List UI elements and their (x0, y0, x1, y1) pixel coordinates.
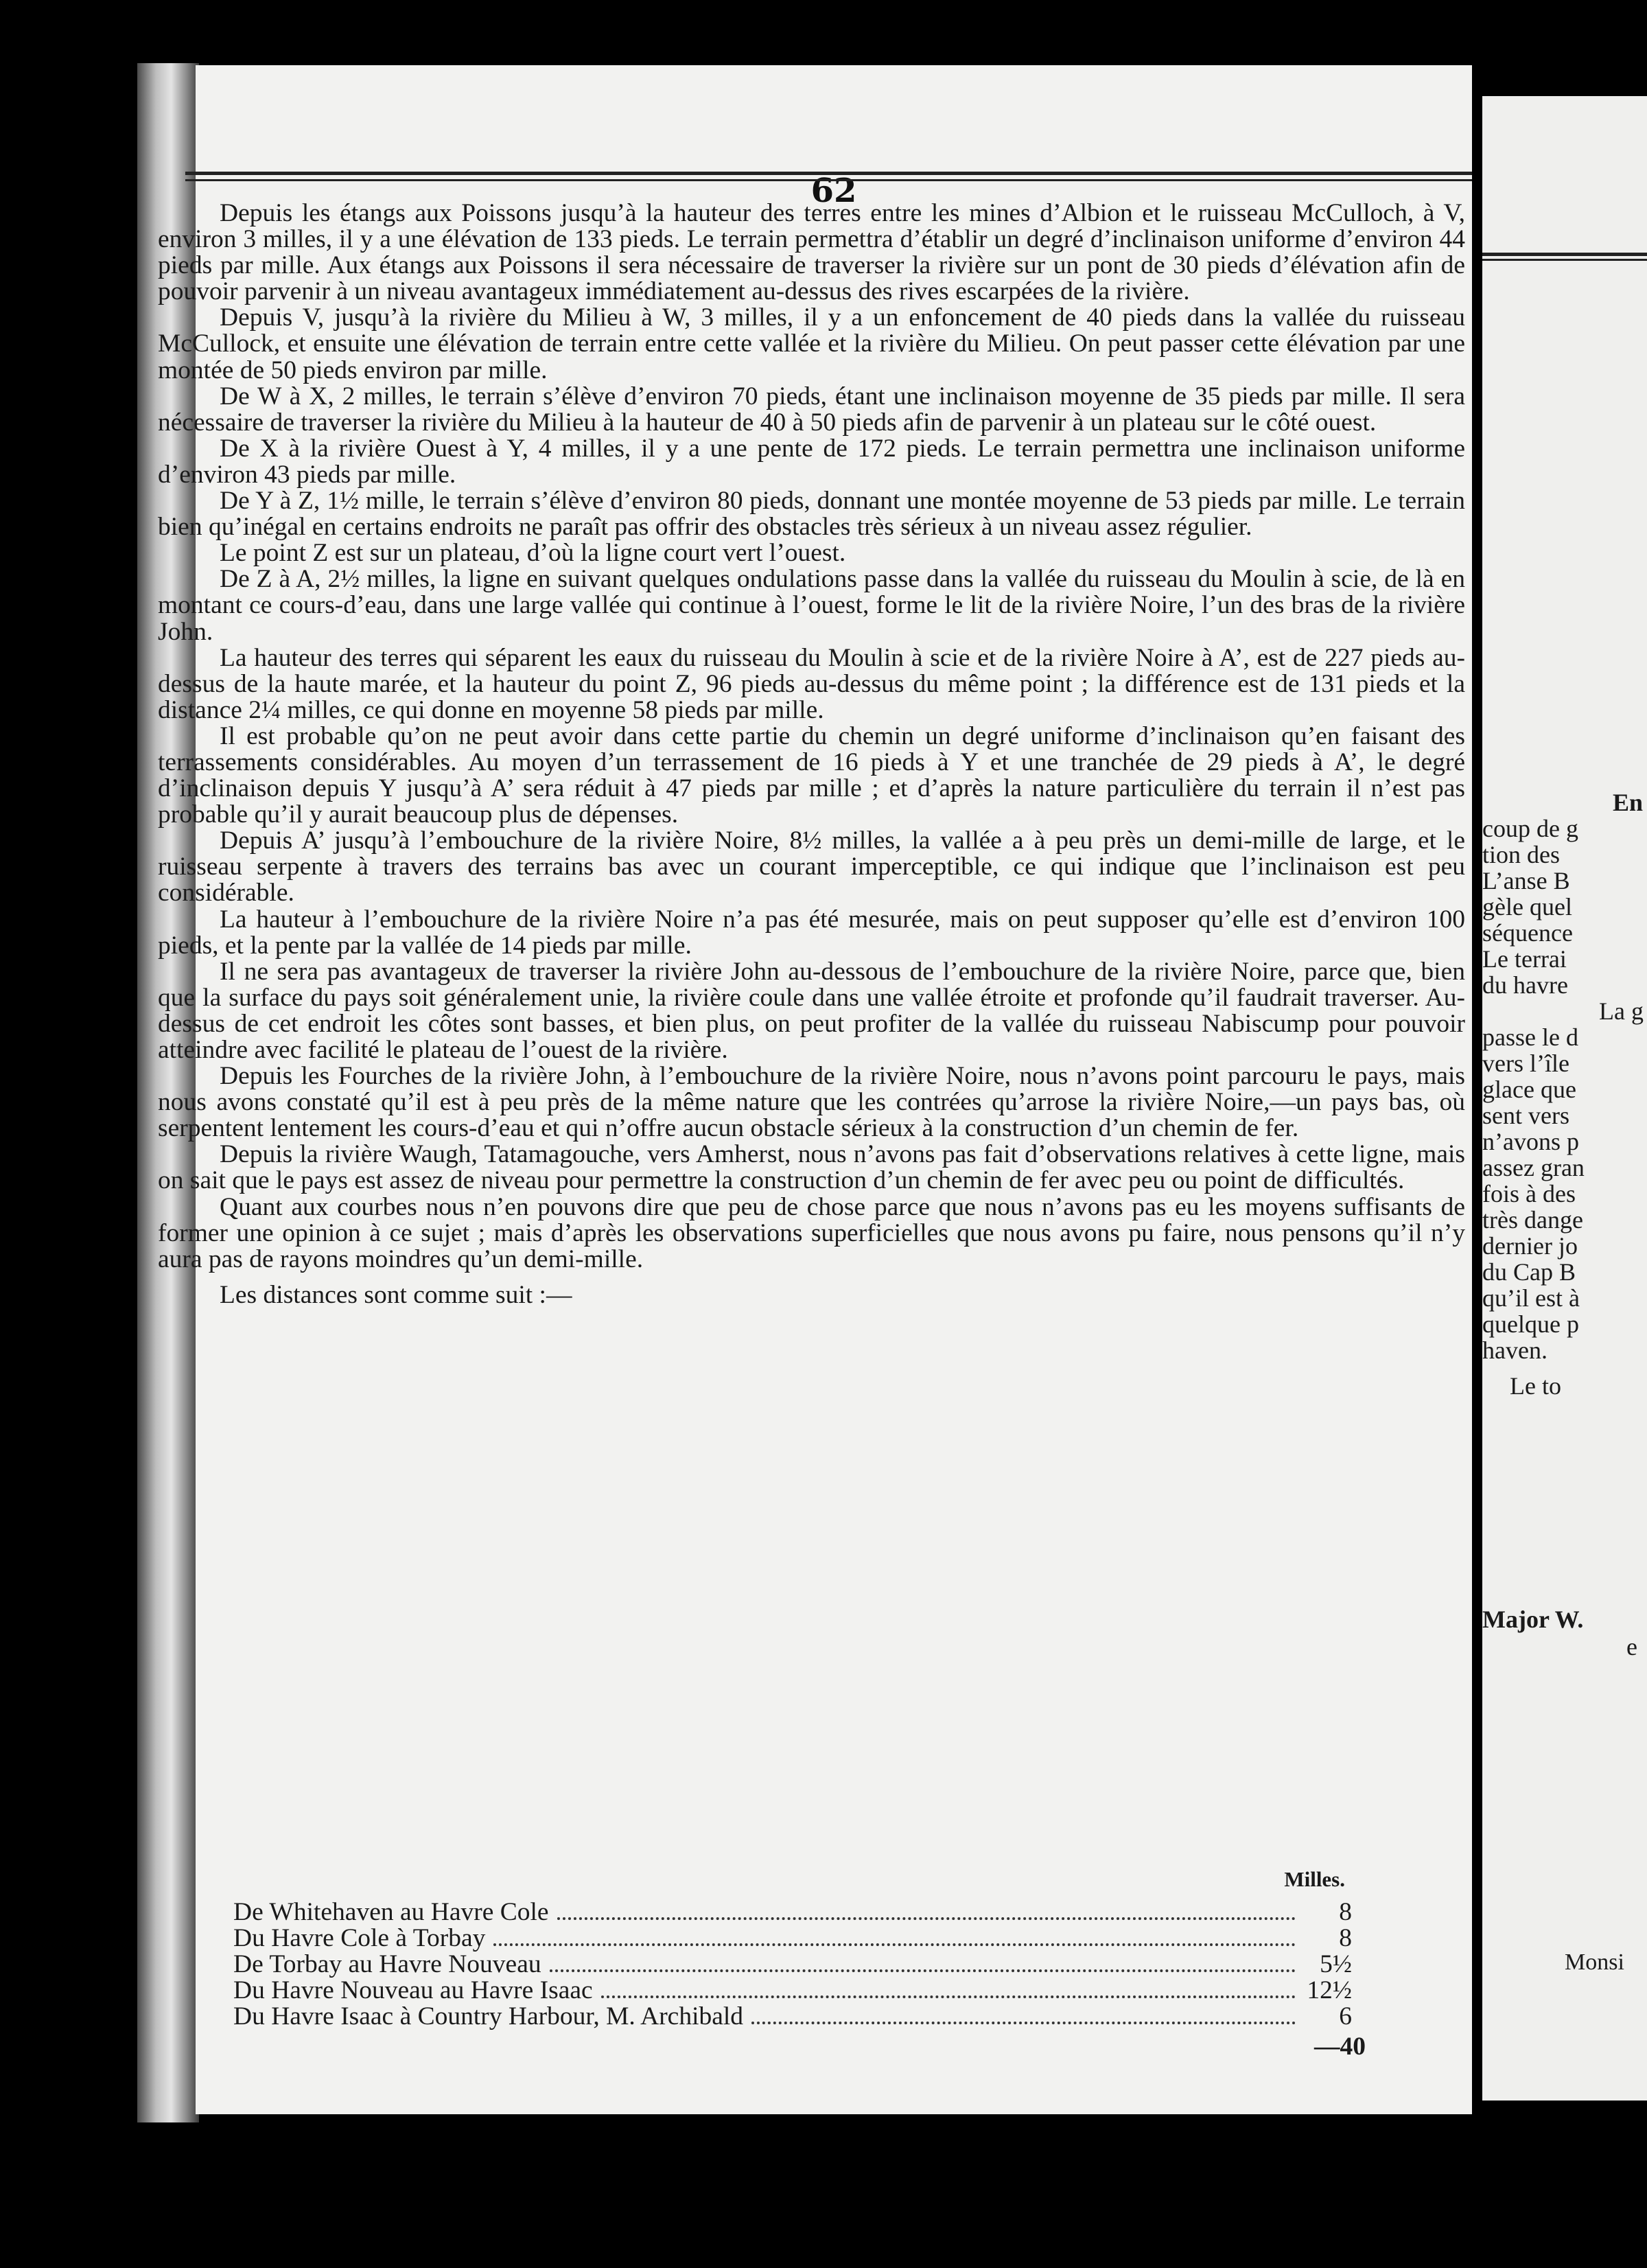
paragraph: De Z à A, 2½ milles, la ligne en suivant quelques ondulations passe dans la vallée du ruisseau du Moulin à scie, de là en montant ce cours-d’eau, dans une large vallée qui continue à l’ouest, forme le lit de la rivière Noire, l’un des bras de la rivière John. (158, 565, 1465, 646)
distance-value: 12½ (1307, 1976, 1352, 2004)
facing-page-text: gèle quel (1482, 893, 1572, 921)
facing-page-text: La g (1599, 997, 1644, 1025)
facing-page-text: En (1613, 789, 1644, 816)
distance-value: 8 (1339, 1924, 1352, 1952)
paragraph: De Y à Z, 1½ mille, le terrain s’élève d’environ 80 pieds, donnant une montée moyenne de 53 pieds par mille. Le terrain bien qu’inégal en certains endroits ne paraît pas offrir des obstacles très sérieux à un niveau assez régulier. (158, 487, 1465, 542)
facing-page-text: séquence (1482, 919, 1573, 947)
facing-page-text: Le to (1510, 1372, 1561, 1400)
facing-page-text: e (1626, 1633, 1637, 1660)
facing-page-text: Major W. (1482, 1606, 1584, 1633)
facing-page-text: du Cap B (1482, 1258, 1576, 1286)
distance-row (233, 2002, 1366, 2028)
dot-leader (601, 1995, 1296, 1998)
dot-leader (493, 1943, 1296, 1946)
facing-page-text: assez gran (1482, 1154, 1585, 1181)
distance-row (233, 1976, 1366, 2002)
paragraph: La hauteur des terres qui séparent les eaux du ruisseau du Moulin à scie et de la rivière Noire à A’, est de 227 pieds au-dessus de la haute marée, et la hauteur du point Z, 96 pieds au-dessus du même point ; la différence est de 131 pieds et la distance 2¼ milles, ce qui donne en moyenne 58 pieds par mille. (158, 643, 1465, 724)
dot-leader (557, 1917, 1296, 1920)
distance-label: De Whitehaven au Havre Cole (233, 1898, 549, 1926)
distance-label: Du Havre Nouveau au Havre Isaac (233, 1976, 593, 2004)
facing-page-rule (1482, 253, 1647, 261)
paragraph: Il est probable qu’on ne peut avoir dans cette partie du chemin un degré uniforme d’inclinaison qu’en faisant des terrassements considérables. Au moyen d’un terrassement de 16 pieds à Y et une tranchée de 29 pieds à A’, le degré d’inclinaison depuis Y jusqu’à A’ sera réduit à 47 pieds par mille ; et d’après la nature particulière du terrain il n’est pas probable qu’il y aurait beaucoup plus de dépenses. (158, 721, 1465, 829)
distance-label: Du Havre Cole à Torbay (233, 1924, 486, 1952)
distance-value: 8 (1339, 1898, 1352, 1926)
total-value: 40 (1340, 2033, 1366, 2061)
facing-page-text: haven. (1482, 1336, 1547, 1364)
facing-page-text: glace que (1482, 1076, 1576, 1103)
facing-page-text: Monsi (1565, 1949, 1624, 1975)
facing-page-text: quelque p (1482, 1310, 1579, 1338)
paragraph: Le point Z est sur un plateau, d’où la ligne court vert l’ouest. (220, 539, 846, 568)
distance-value: 6 (1339, 2002, 1352, 2030)
distance-row (233, 1923, 1366, 1952)
facing-page-text: qu’il est à (1482, 1284, 1580, 1312)
total-dash: — (1314, 2033, 1340, 2061)
facing-page-text: fois à des (1482, 1180, 1576, 1207)
facing-page-text: sent vers (1482, 1102, 1569, 1129)
distance-label: Du Havre Isaac à Country Harbour, M. Archibald (233, 2002, 744, 2030)
paragraph: De W à X, 2 milles, le terrain s’élève d’environ 70 pieds, étant une inclinaison moyenne de 35 pieds par mille. Il sera nécessaire de traverser la rivière du Milieu à la hauteur de 40 à 50 pieds afin de parvenir à un plateau sur le côté ouest. (158, 382, 1465, 437)
paragraph: Il ne sera pas avantageux de traverser la rivière John au-dessous de l’embouchure de la rivière Noire, parce que, bien que la surface du pays soit généralement unie, la rivière coule dans une vallée étroite et profonde qu’il faudrait traverser. Au-dessus de cet endroit les côtes sont basses, et bien plus, on peut profiter de la vallée du ruisseau Nabiscump pour pouvoir atteindre avec facilité le plateau de l’ouest de la rivière. (158, 957, 1465, 1064)
dot-leader (751, 2022, 1296, 2024)
body-text (158, 200, 1465, 1308)
facing-page-text: vers l’île (1482, 1050, 1569, 1077)
paragraph: Depuis A’ jusqu’à l’embouchure de la rivière Noire, 8½ milles, la vallée a à peu près un demi-mille de large, et le ruisseau serpente à travers des terrains bas avec un courant imperceptible, ce qui indique que l’inclinaison est peu considérable. (158, 826, 1465, 907)
distances-unit-header: Milles. (1284, 1867, 1345, 1891)
paragraph: Depuis les étangs aux Poissons jusqu’à la hauteur des terres entre les mines d’Albion et le ruisseau McCulloch, à V, environ 3 milles, il y a une élévation de 133 pieds. Le terrain permettra d’établir un degré d’inclinaison uniforme d’environ 44 pieds par mille. Aux étangs aux Poissons il sera nécessaire de traverser la rivière sur un pont de 30 pieds d’élévation afin de pouvoir parvenir à un niveau avantageux immédiatement au-dessus des rives escarpées de la rivière. (158, 199, 1465, 306)
facing-page-text: dernier jo (1482, 1232, 1578, 1260)
paragraph: Depuis V, jusqu’à la rivière du Milieu à W, 3 milles, il y a un enfoncement de 40 pieds dans la vallée du ruisseau McCullock, et ensuite une élévation de terrain entre cette vallée et la rivière du Milieu. On peut passer cette élévation par une montée de 50 pieds environ par mille. (158, 303, 1465, 384)
distance-total (233, 2032, 1366, 2062)
facing-page-text: tion des (1482, 841, 1560, 868)
facing-page-text: n’avons p (1482, 1128, 1579, 1155)
distance-row (233, 1897, 1366, 1926)
facing-page-text: coup de g (1482, 815, 1578, 842)
distance-row (233, 1949, 1366, 1976)
distances-intro: Les distances sont comme suit :— (220, 1280, 572, 1309)
facing-page-text: du havre (1482, 971, 1568, 999)
facing-page-text: Le terrai (1482, 945, 1567, 973)
distance-label: De Torbay au Havre Nouveau (233, 1950, 541, 1978)
paragraph: Quant aux courbes nous n’en pouvons dire que peu de chose parce que nous n’avons pas eu les moyens suffisants de former une opinion à ce sujet ; mais d’après les observations superficielles que nous avons pu faire, nous pensons qu’il n’y aura pas de rayons moindres qu’un demi-mille. (158, 1192, 1465, 1273)
paragraph: Depuis la rivière Waugh, Tatamagouche, vers Amherst, nous n’avons pas fait d’observations relatives à cette ligne, mais on sait que le pays est assez de niveau pour permettre la construction d’un chemin de fer avec peu ou point de difficultés. (158, 1140, 1465, 1195)
paragraph: La hauteur à l’embouchure de la rivière Noire n’a pas été mesurée, mais on peut supposer qu’elle est d’environ 100 pieds, et la pente par la vallée de 14 pieds par mille. (158, 905, 1465, 960)
paragraph: Depuis les Fourches de la rivière John, à l’embouchure de la rivière Noire, nous n’avons point parcouru le pays, mais nous avons constaté qu’il est à peu près de la même nature que les contrées qu’arrose la rivière Noire,—un pays bas, où serpentent lentement les cours-d’eau et qui n’offre aucun obstacle sérieux à la construction d’un chemin de fer. (158, 1062, 1465, 1143)
distance-value: 5½ (1320, 1950, 1352, 1978)
facing-page-fragment (1482, 96, 1647, 2101)
facing-page-text: L’anse B (1482, 867, 1570, 894)
page-number: 62 (810, 172, 857, 210)
paragraph: De X à la rivière Ouest à Y, 4 milles, il y a une pente de 172 pieds. Le terrain permettra une inclinaison uniforme d’environ 43 pieds par mille. (158, 434, 1465, 489)
facing-page-text: très dange (1482, 1206, 1583, 1234)
dot-leader (550, 1969, 1296, 1972)
header-rule (185, 172, 1472, 181)
facing-page-text: passe le d (1482, 1023, 1578, 1051)
distances-table (233, 1867, 1366, 2062)
